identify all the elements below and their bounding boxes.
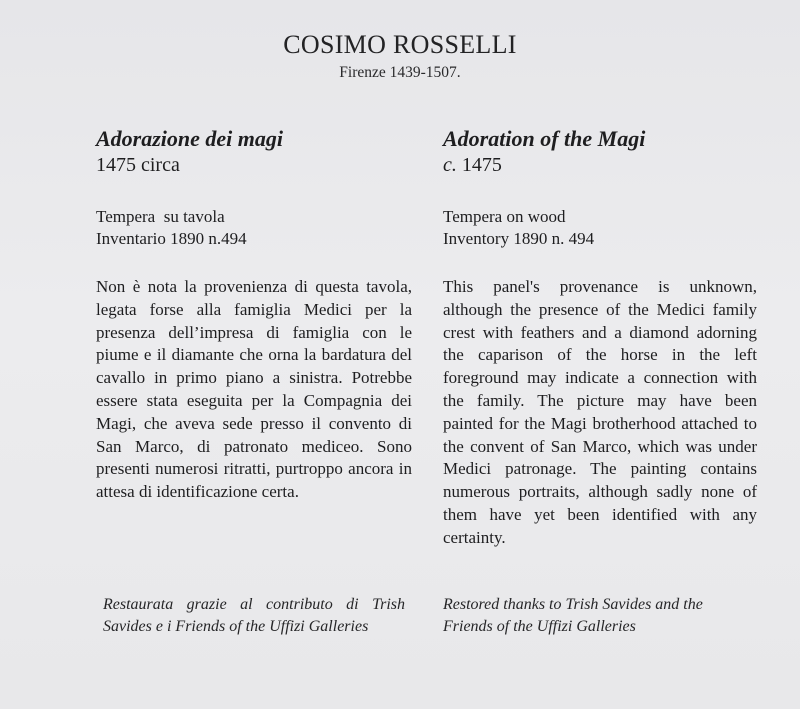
italian-column [96, 126, 412, 504]
italian-restoration-credit: Restaurata grazie al contributo di Trish Savides e i Friends of the Uffizi Galleries [103, 596, 405, 635]
english-date-prefix: c. [443, 154, 457, 176]
english-date-year: 1475 [461, 154, 502, 176]
english-column [443, 126, 757, 550]
english-meta [443, 206, 757, 250]
english-artwork-title: Adoration of the Magi [443, 126, 646, 151]
english-artwork-date [443, 152, 757, 178]
italian-inventory: Inventario 1890 n.494 [96, 229, 247, 248]
artist-dates: Firenze 1439-1507. [339, 64, 461, 81]
italian-meta [96, 206, 412, 250]
italian-artwork-title: Adorazione dei magi [96, 126, 284, 151]
artist-name: COSIMO ROSSELLI [283, 30, 517, 59]
english-inventory: Inventory 1890 n. 494 [443, 229, 595, 248]
english-medium: Tempera on wood [443, 207, 566, 226]
italian-medium: Tempera su tavola [96, 207, 225, 226]
italian-artwork-date: 1475 circa [96, 154, 180, 176]
english-description: This panel's provenance is unknown, although the presence of the Medici family crest with feathers and a diamond adorning the caparison of the horse in the left foreground may indicate a connection with the family. The picture may have been painted for the Magi brotherhood attached to the convent of San Marco, which was under Medici patronage. The painting contains numerous portraits, although sadly none of them have yet been identified with any certainty. [443, 277, 757, 547]
english-restoration-credit: Restored thanks to Trish Savides and the Friends of the Uffizi Galleries [443, 596, 703, 635]
italian-description: Non è nota la provenienza di questa tavola, legata forse alla famiglia Medici per la presenza dell’impresa di famiglia con le piume e il diamante che orna la bardatura del cavallo in primo piano a sinistra. Potrebbe essere stata eseguita per la Compagnia dei Magi, che aveva sede presso il convento di San Marco, di patronato mediceo. Sono presenti numerosi ritratti, purtroppo ancora in attesa di identificazione certa. [96, 277, 412, 502]
